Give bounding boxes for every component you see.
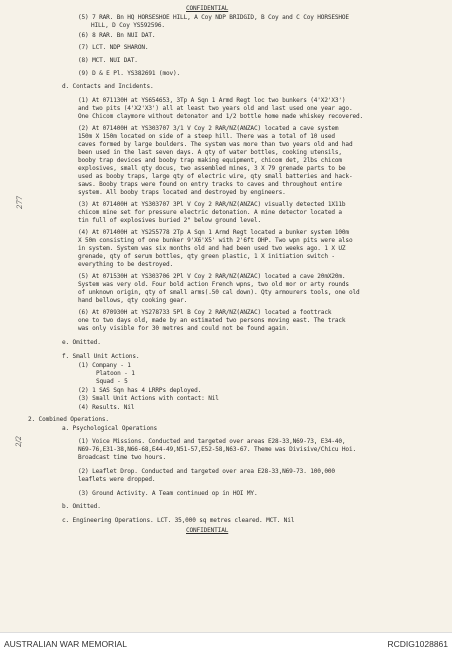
document-line: Platoon - 1	[96, 370, 135, 377]
document-line: (1) Voice Missions. Conducted and targeted over areas E28-33,N69-73, E34-40,	[78, 438, 346, 445]
document-line: (3) At 071400H at YS303707 3Pl V Coy 2 RAR/NZ(ANZAC) visually detected 1X11b	[78, 201, 346, 208]
document-line: 2. Combined Operations.	[28, 416, 109, 423]
document-line: (2) Leaflet Drop. Conducted and targeted over area E28-33,N69-73. 100,000	[78, 468, 335, 475]
document-line: 150m X 150m located on side of a steep hill. There was a total of 10 used	[78, 133, 335, 140]
document-line: caves formed by large boulders. The system was more than two years old and had	[78, 141, 353, 148]
document-line: Squad - 5	[96, 378, 128, 385]
document-line: (2) At 071400H at YS303707 3/1 V Coy 2 RAR/NZ(ANZAC) located a cave system	[78, 125, 339, 132]
document-line: hand bellows, qty cooking gear.	[78, 297, 188, 304]
document-line: (6) 8 RAR. Bn NUI DAT.	[78, 32, 156, 39]
document-line: Broadcast time two hours.	[78, 454, 166, 461]
document-line: (5) 7 RAR. Bn HQ HORSESHOE HILL, A Coy NDP BRIDGID, B Coy and C Coy HORSESHOE	[78, 14, 349, 21]
archive-footer	[0, 632, 452, 654]
document-line: grenade, qty of serum bottles, qty green plastic, 1 X initiation switch -	[78, 253, 335, 260]
document-line: HILL, D Coy YS592596.	[91, 22, 165, 29]
document-line: (3) Ground Activity. A Team continued op in HOI MY.	[78, 490, 258, 497]
document-line: (6) At 070930H at YS278733 5Pl B Coy 2 RAR/NZ(ANZAC) located a foottrack	[78, 309, 332, 316]
archive-name: AUSTRALIAN WAR MEMORIAL	[4, 639, 127, 649]
document-line: e. Omitted.	[62, 339, 101, 346]
document-line: d. Contacts and Incidents.	[62, 83, 154, 90]
document-line: (1) At 071130H at YS654653, 3Tp A Sqn 1 Armd Regt loc two bunkers (4'X2'X3')	[78, 97, 346, 104]
document-line: (4) Results. Nil	[78, 404, 135, 411]
document-line: (2) 1 SAS Sqn has 4 LRRPs deployed.	[78, 387, 202, 394]
document-line: CONFIDENTIAL	[186, 527, 229, 534]
document-line: leaflets were dropped.	[78, 476, 156, 483]
document-line: explosives, small qty docus, two assembled mines, 3 X 79 grenade parts to be	[78, 165, 346, 172]
document-line: (8) MCT. NUI DAT.	[78, 57, 138, 64]
document-line: CONFIDENTIAL	[186, 5, 229, 12]
document-line: f. Small Unit Actions.	[62, 353, 140, 360]
document-line: (9) D & E Pl. YS382691 (mov).	[78, 70, 181, 77]
document-line: N69-76,E31-38,N66-68,E44-49,N51-57,E52-58,N63-67. Theme was Divisive/Chicu Hoi.	[78, 446, 356, 453]
document-line: (3) Small Unit Actions with contact: Nil	[78, 395, 219, 402]
margin-note: 2/2	[14, 436, 23, 447]
document-line: everything to be destroyed.	[78, 261, 174, 268]
document-line: (7) LCT. NDP SHARON.	[78, 44, 149, 51]
margin-note: 277	[15, 196, 24, 209]
document-line: system. All booby traps located and destroyed by engineers.	[78, 189, 286, 196]
document-line: and two pits (4'X2'X3') all at least two years old and last used one year ago.	[78, 105, 353, 112]
document-line: one to two days old, made by an estimated two persons moving east. The track	[78, 317, 346, 324]
document-line: X 50m consisting of one bunker 9'X6'X5' with 2'6ft OHP. Two wpn pits were also	[78, 237, 353, 244]
document-line: used as booby traps, large qty of electric wire, qty small batteries and hack-	[78, 173, 353, 180]
document-line: c. Engineering Operations. LCT. 35,000 sq metres cleared. MCT. Nil	[62, 517, 295, 524]
document-line: saws. Booby traps were found on entry tracks to caves and throughout entire	[78, 181, 342, 188]
document-line: (4) At 071400H at YS255778 2Tp A Sqn 1 Armd Regt located a bunker system 100m	[78, 229, 349, 236]
document-line: booby trap devices and booby trap making equipment, chicom det, 2lbs chicom	[78, 157, 342, 164]
document-line: System was very old. Four bold action French wpns, two old mor or arty rounds	[78, 281, 349, 288]
document-line: (5) At 071530H at YS303706 2Pl V Coy 2 RAR/NZ(ANZAC) located a cave 20mX20m.	[78, 273, 346, 280]
document-line: in system. System was six months old and had been used two weeks ago. 1 X UZ	[78, 245, 346, 252]
archive-reference: RCDIG1028861	[387, 639, 448, 649]
document-line: of unknown origin, qty of small arms(.50 cal down). Qty armourers tools, one old	[78, 289, 360, 296]
document-line: chicom mine set for pressure electric detonation. A mine detector located a	[78, 209, 342, 216]
document-line: b. Omitted.	[62, 503, 101, 510]
document-line: been used in the last seven days. A qty of water bottles, cooking utensils,	[78, 149, 342, 156]
document-line: One Chicom claymore without detonator and 1/2 bottle home made whiskey recovered.	[78, 113, 364, 120]
document-line: (1) Company - 1	[78, 362, 131, 369]
document-line: tin full of explosives buried 2" below ground level.	[78, 217, 261, 224]
document-line: was only visible for 30 metres and could not be found again.	[78, 325, 290, 332]
document-line: a. Psychological Operations	[62, 425, 158, 432]
